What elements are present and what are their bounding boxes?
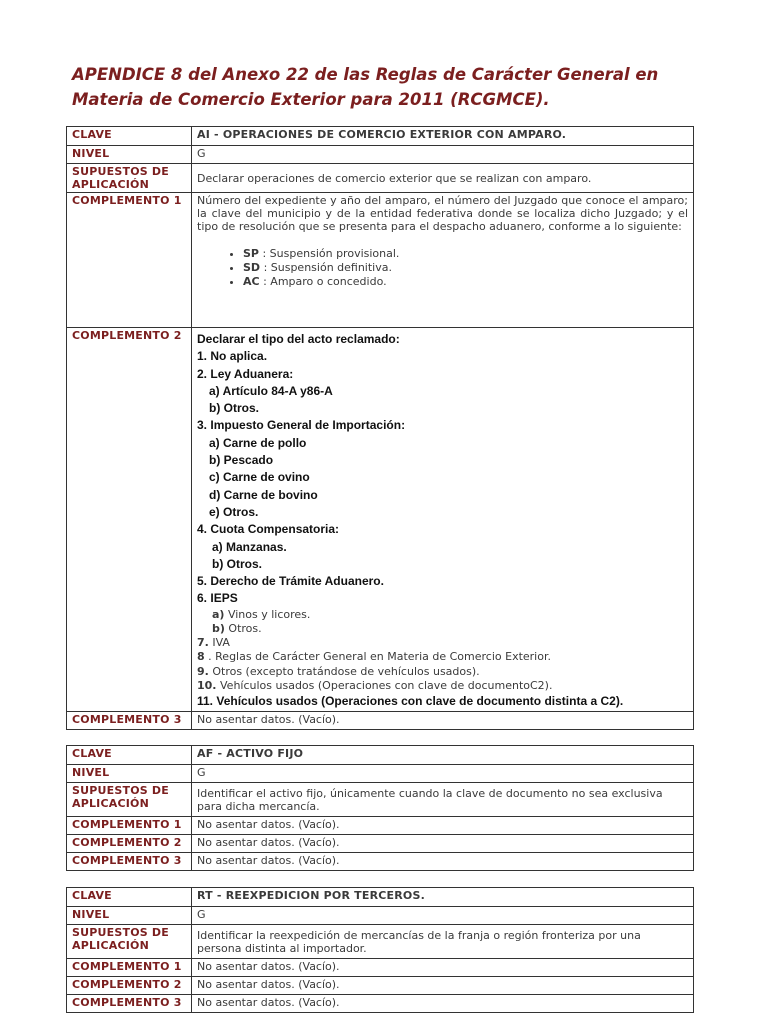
table-row — [67, 835, 694, 853]
list-item: 7. IVA — [197, 636, 230, 650]
code-desc: : Suspensión provisional. — [262, 247, 400, 260]
list-subitem: a) Artículo 84-A y86-A — [209, 383, 333, 398]
row-label: SUPUESTOS DE APLICACIÓN — [67, 164, 192, 193]
row-label: CLAVE — [67, 888, 192, 907]
code: AC — [243, 275, 260, 288]
page-title: APENDICE 8 del Anexo 22 de las Reglas de Carácter General en Materia de Comercio Exterior para 2011 (RCGMCE). — [72, 65, 659, 109]
row-label: COMPLEMENTO 2 — [67, 328, 192, 712]
code: SP — [243, 247, 259, 260]
nivel-value: G — [192, 146, 694, 164]
list-subitem: d) Carne de bovino — [209, 487, 318, 502]
table-row — [67, 328, 694, 712]
list-item: 1. No aplica. — [197, 349, 268, 364]
list-item: 9. Otros (excepto tratándose de vehículos usados). — [197, 664, 480, 678]
row-label: NIVEL — [67, 907, 192, 925]
table-ai — [66, 126, 694, 730]
row-label: COMPLEMENTO 3 — [67, 712, 192, 730]
row-label: COMPLEMENTO 3 — [67, 853, 192, 871]
table-row — [67, 925, 694, 959]
list-item — [243, 247, 688, 261]
row-label: CLAVE — [67, 746, 192, 765]
supuestos-value: Identificar la reexpedición de mercancías de la franja o región fronteriza por una persona distinta al importador. — [192, 925, 694, 959]
table-row — [67, 959, 694, 977]
nivel-value: G — [192, 765, 694, 783]
table-af — [66, 745, 694, 871]
row-label: NIVEL — [67, 146, 192, 164]
table-row — [67, 712, 694, 730]
table-row — [67, 164, 694, 193]
table-row — [67, 193, 694, 328]
code-desc: : Amparo o concedido. — [263, 275, 387, 288]
table-row — [67, 783, 694, 817]
supuestos-value: Declarar operaciones de comercio exterior que se realizan con amparo. — [192, 164, 694, 193]
table-row — [67, 907, 694, 925]
list-subitem: b) Pescado — [209, 453, 274, 468]
list-item: 5. Derecho de Trámite Aduanero. — [197, 574, 384, 589]
table-row — [67, 127, 694, 146]
complemento-1-text: Número del expediente y año del amparo, el número del Juzgado que conoce el amparo; la clave del municipio y de la entidad federativa donde se localiza dicho Juzgado; y el tipo de resolución que se presenta para el despacho aduanero, conforme a lo siguiente: — [197, 194, 688, 233]
row-label: COMPLEMENTO 1 — [67, 959, 192, 977]
list-subitem: e) Otros. — [209, 504, 259, 519]
list-item: 3. Impuesto General de Importación: — [197, 418, 406, 433]
list-item: 4. Cuota Compensatoria: — [197, 522, 340, 537]
clave-value: AI - OPERACIONES DE COMERCIO EXTERIOR CON AMPARO. — [192, 127, 694, 146]
list-item — [243, 275, 688, 289]
table-row — [67, 995, 694, 1013]
list-subitem: a) Carne de pollo — [209, 435, 307, 450]
table-row — [67, 853, 694, 871]
table-row — [67, 977, 694, 995]
row-label: SUPUESTOS DE APLICACIÓN — [67, 925, 192, 959]
list-heading: Declarar el tipo del acto reclamado: — [197, 332, 400, 346]
list-item: 2. Ley Aduanera: — [197, 366, 294, 381]
list-item: 10. Vehículos usados (Operaciones con clave de documentoC2). — [197, 678, 553, 692]
code-desc: : Suspensión definitiva. — [263, 261, 392, 274]
table-row — [67, 817, 694, 835]
row-label: COMPLEMENTO 3 — [67, 995, 192, 1013]
row-label: COMPLEMENTO 2 — [67, 977, 192, 995]
list-subitem: b) Otros. — [212, 621, 262, 635]
code: SD — [243, 261, 261, 274]
row-label: SUPUESTOS DE APLICACIÓN — [67, 783, 192, 817]
row-label: COMPLEMENTO 1 — [67, 817, 192, 835]
table-row — [67, 146, 694, 164]
clave-value: RT - REEXPEDICION POR TERCEROS. — [192, 888, 694, 907]
complemento-1-value: No asentar datos. (Vacío). — [192, 817, 694, 835]
list-item: 11. Vehículos usados (Operaciones con clave de documento distinta a C2). — [197, 693, 624, 708]
complemento-2-value — [192, 328, 694, 712]
table-row — [67, 888, 694, 907]
nivel-value: G — [192, 907, 694, 925]
acto-reclamado-list-continued — [197, 608, 688, 693]
table-row — [67, 746, 694, 765]
complemento-1-value — [192, 193, 694, 328]
table-row — [67, 765, 694, 783]
supuestos-value: Identificar el activo fijo, únicamente cuando la clave de documento no sea exclusiva para dicha mercancía. — [192, 783, 694, 817]
row-label: COMPLEMENTO 1 — [67, 193, 192, 328]
list-subitem: b) Otros. — [209, 401, 260, 416]
clave-value: AF - ACTIVO FIJO — [192, 746, 694, 765]
list-item — [243, 261, 688, 275]
list-item: 6. IEPS — [197, 591, 238, 606]
complemento-3-value: No asentar datos. (Vacío). — [192, 853, 694, 871]
row-label: COMPLEMENTO 2 — [67, 835, 192, 853]
list-subitem: b) Otros. — [212, 556, 263, 571]
list-subitem: a) Vinos y licores. — [212, 607, 311, 621]
list-item: 8 . Reglas de Carácter General en Materia de Comercio Exterior. — [197, 650, 551, 664]
complemento-2-value: No asentar datos. (Vacío). — [192, 835, 694, 853]
complemento-3-value: No asentar datos. (Vacío). — [192, 712, 694, 730]
acto-reclamado-list — [197, 331, 688, 608]
complemento-2-value: No asentar datos. (Vacío). — [192, 977, 694, 995]
resolution-list — [197, 247, 688, 289]
row-label: CLAVE — [67, 127, 192, 146]
complemento-1-value: No asentar datos. (Vacío). — [192, 959, 694, 977]
table-rt — [66, 887, 694, 1013]
row-label: NIVEL — [67, 765, 192, 783]
complemento-3-value: No asentar datos. (Vacío). — [192, 995, 694, 1013]
list-subitem: c) Carne de ovino — [209, 470, 310, 485]
list-subitem: a) Manzanas. — [212, 539, 287, 554]
